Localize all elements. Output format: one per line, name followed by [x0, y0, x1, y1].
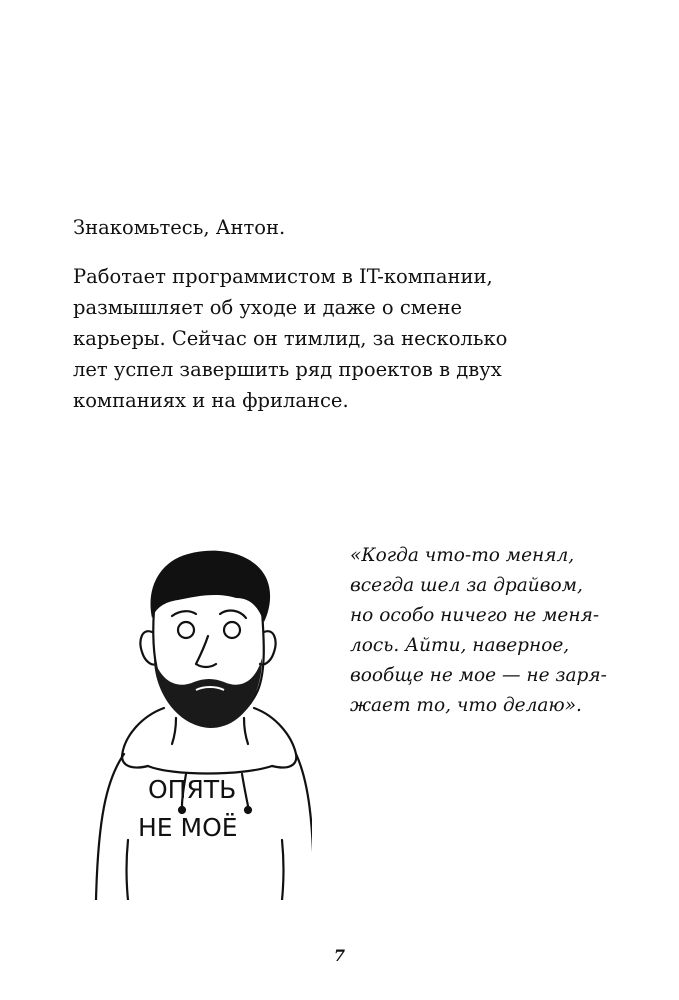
hair — [151, 551, 271, 622]
shirt-text-line-2: НЕ МОЁ — [138, 813, 238, 842]
hood-right — [254, 708, 296, 768]
intro-body — [73, 261, 533, 416]
intro-body-line: Работает программистом в IT-компании, — [73, 265, 493, 288]
shirt-text-line-1: ОПЯТЬ — [148, 775, 237, 804]
intro-body-line: лет успел завершить ряд проектов в двух — [73, 358, 502, 381]
hood-left — [122, 708, 164, 768]
quote-line: лось. Айти, наверное, — [350, 635, 570, 656]
intro-greeting: Знакомьтесь, Антон. — [73, 216, 286, 239]
quote-line: жает то, что делаю». — [350, 695, 582, 716]
anton-quote — [350, 541, 650, 721]
anton-illustration — [92, 540, 312, 900]
intro-body-line: размышляет об уходе и даже о смене — [73, 296, 463, 319]
intro-body-line: карьеры. Сейчас он тимлид, за несколько — [73, 327, 508, 350]
quote-line: но особо ничего не меня- — [350, 605, 600, 626]
intro-body-line: компаниях и на фрилансе. — [73, 389, 349, 412]
quote-line: вообще не мое — не заря- — [350, 665, 607, 686]
quote-line: «Когда что-то менял, — [350, 545, 575, 566]
man-in-hoodie-drawing — [92, 540, 312, 900]
right-ear — [260, 631, 276, 664]
quote-line: всегда шел за драйвом, — [350, 575, 583, 596]
beard — [154, 658, 262, 728]
intro-text — [73, 212, 533, 434]
page-number: 7 — [333, 946, 346, 965]
